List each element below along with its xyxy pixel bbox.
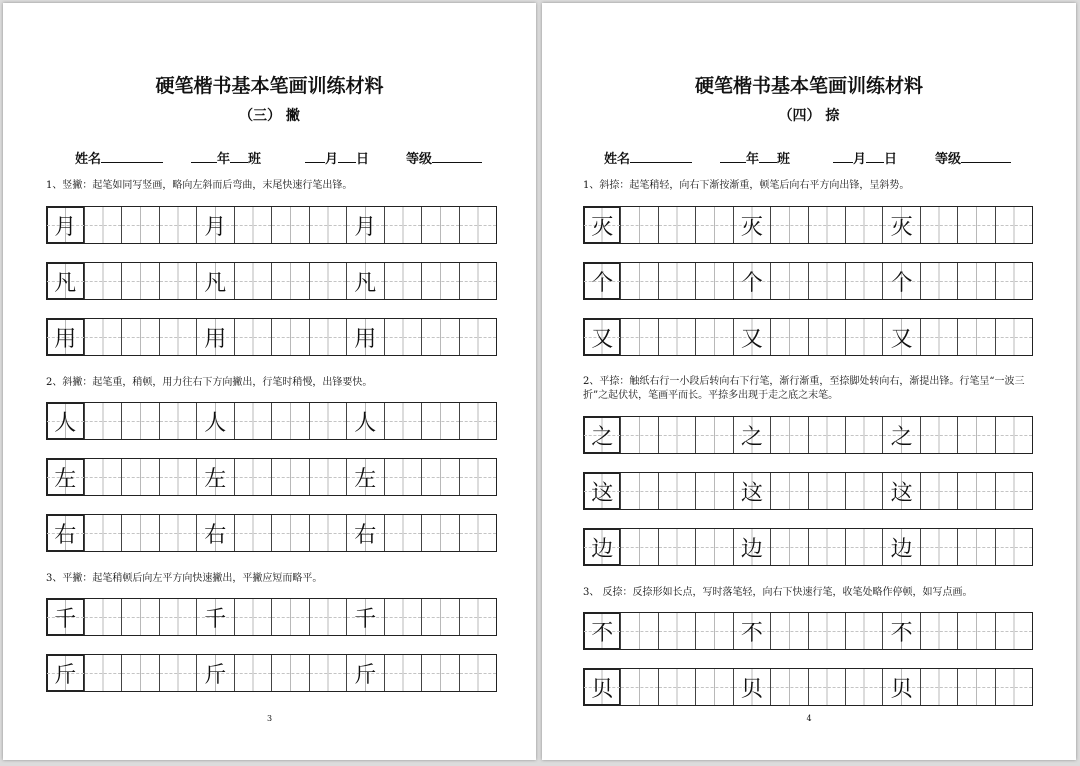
practice-cell[interactable]	[808, 473, 845, 509]
practice-cell[interactable]	[957, 669, 994, 705]
practice-cell[interactable]	[346, 403, 384, 439]
practice-cell[interactable]	[271, 403, 309, 439]
practice-cell[interactable]	[309, 207, 347, 243]
practice-cell[interactable]	[309, 515, 347, 551]
model-character: 贝	[740, 676, 763, 702]
practice-cell[interactable]	[584, 529, 620, 565]
practice-cell[interactable]	[47, 319, 84, 355]
practice-cell[interactable]	[47, 655, 84, 691]
practice-cell[interactable]	[421, 319, 459, 355]
practice-grid-row[interactable]	[46, 206, 497, 244]
practice-cell[interactable]	[421, 403, 459, 439]
practice-cell[interactable]	[47, 207, 84, 243]
practice-cell[interactable]	[84, 655, 122, 691]
practice-cell[interactable]	[995, 417, 1032, 453]
practice-cell[interactable]	[384, 263, 422, 299]
model-character: 之	[740, 424, 763, 450]
model-character: 凡	[204, 270, 227, 296]
model-character: 左	[354, 466, 377, 492]
practice-cell[interactable]	[271, 263, 309, 299]
practice-cell[interactable]	[920, 319, 957, 355]
instruction-1: 1、斜捺：起笔稍轻，向右下渐按渐重，顿笔后向右平方向出锋，呈斜势。	[583, 180, 910, 191]
practice-cell[interactable]	[882, 207, 919, 243]
practice-grid-row[interactable]	[46, 514, 497, 552]
instruction-2: 2、平捺：触纸右行一小段后转向右下行笔，渐行渐重，至捺脚处转向右，渐提出锋。行笔呈“一波三折”之起伏状，笔画平而长。平捺多出现于走之底之末笔。	[583, 376, 1025, 401]
practice-cell[interactable]	[159, 403, 197, 439]
practice-cell[interactable]	[770, 417, 807, 453]
practice-grid-row[interactable]	[583, 262, 1033, 300]
practice-cell[interactable]	[733, 319, 770, 355]
practice-grid-row[interactable]	[46, 598, 497, 636]
practice-cell[interactable]	[84, 515, 122, 551]
practice-cell[interactable]	[234, 599, 272, 635]
practice-cell[interactable]	[121, 207, 159, 243]
practice-cell[interactable]	[584, 613, 620, 649]
practice-cell[interactable]	[658, 529, 695, 565]
practice-cell[interactable]	[920, 417, 957, 453]
practice-cell[interactable]	[920, 207, 957, 243]
practice-grid-row[interactable]	[46, 262, 497, 300]
model-character: 右	[354, 522, 377, 548]
practice-cell[interactable]	[421, 655, 459, 691]
model-character: 边	[740, 536, 763, 562]
practice-cell[interactable]	[733, 669, 770, 705]
page-number: 4	[806, 714, 812, 723]
practice-cell[interactable]	[770, 473, 807, 509]
practice-cell[interactable]	[882, 669, 919, 705]
practice-cell[interactable]	[845, 669, 882, 705]
name-field: 姓名	[75, 148, 163, 167]
practice-cell[interactable]	[121, 263, 159, 299]
page-number: 3	[266, 714, 273, 723]
practice-cell[interactable]	[808, 263, 845, 299]
model-character: 凡	[54, 270, 77, 296]
practice-cell[interactable]	[234, 319, 272, 355]
practice-cell[interactable]	[84, 459, 122, 495]
practice-cell[interactable]	[770, 529, 807, 565]
practice-cell[interactable]	[159, 263, 197, 299]
practice-cell[interactable]	[882, 473, 919, 509]
practice-cell[interactable]	[84, 319, 122, 355]
practice-cell[interactable]	[882, 417, 919, 453]
practice-cell[interactable]	[196, 207, 234, 243]
model-character: 又	[591, 326, 614, 352]
practice-cell[interactable]	[459, 263, 497, 299]
practice-cell[interactable]	[271, 655, 309, 691]
practice-cell[interactable]	[234, 515, 272, 551]
practice-cell[interactable]	[620, 263, 657, 299]
practice-cell[interactable]	[995, 263, 1032, 299]
practice-cell[interactable]	[271, 599, 309, 635]
practice-cell[interactable]	[658, 613, 695, 649]
practice-cell[interactable]	[957, 263, 994, 299]
practice-cell[interactable]	[584, 473, 620, 509]
practice-cell[interactable]	[620, 207, 657, 243]
practice-cell[interactable]	[346, 599, 384, 635]
model-character: 灭	[591, 214, 614, 240]
practice-cell[interactable]	[733, 207, 770, 243]
model-character: 用	[54, 326, 77, 352]
model-character: 这	[591, 480, 614, 506]
practice-cell[interactable]	[309, 599, 347, 635]
model-character: 之	[890, 424, 913, 450]
practice-cell[interactable]	[733, 473, 770, 509]
practice-cell[interactable]	[459, 459, 497, 495]
page-title: 硬笔楷书基本笔画训练材料	[694, 75, 923, 97]
practice-cell[interactable]	[733, 613, 770, 649]
practice-cell[interactable]	[584, 207, 620, 243]
worksheet-page-left	[3, 3, 536, 760]
worksheet-page-right	[542, 3, 1076, 760]
year-class-field: 年 班	[720, 148, 790, 167]
practice-cell[interactable]	[957, 529, 994, 565]
practice-cell[interactable]	[459, 655, 497, 691]
model-character: 不	[890, 620, 913, 646]
practice-cell[interactable]	[920, 263, 957, 299]
practice-cell[interactable]	[995, 319, 1032, 355]
practice-cell[interactable]	[658, 319, 695, 355]
practice-cell[interactable]	[882, 613, 919, 649]
practice-cell[interactable]	[995, 473, 1032, 509]
practice-cell[interactable]	[84, 263, 122, 299]
practice-cell[interactable]	[957, 207, 994, 243]
practice-cell[interactable]	[770, 319, 807, 355]
practice-grid-row[interactable]	[583, 318, 1033, 356]
practice-cell[interactable]	[733, 529, 770, 565]
model-character: 月	[204, 214, 227, 240]
practice-cell[interactable]	[995, 669, 1032, 705]
practice-cell[interactable]	[882, 263, 919, 299]
practice-cell[interactable]	[995, 529, 1032, 565]
practice-cell[interactable]	[121, 403, 159, 439]
practice-cell[interactable]	[346, 655, 384, 691]
practice-cell[interactable]	[845, 613, 882, 649]
practice-cell[interactable]	[421, 515, 459, 551]
practice-cell[interactable]	[159, 459, 197, 495]
model-character: 千	[354, 606, 377, 632]
practice-cell[interactable]	[808, 529, 845, 565]
practice-cell[interactable]	[920, 529, 957, 565]
practice-cell[interactable]	[421, 459, 459, 495]
practice-cell[interactable]	[695, 529, 732, 565]
model-character: 人	[204, 410, 227, 436]
practice-cell[interactable]	[695, 669, 732, 705]
practice-grid-row[interactable]	[583, 206, 1033, 244]
practice-cell[interactable]	[695, 473, 732, 509]
practice-grid-row[interactable]	[46, 458, 497, 496]
model-character: 这	[740, 480, 763, 506]
practice-cell[interactable]	[384, 599, 422, 635]
practice-cell[interactable]	[695, 319, 732, 355]
practice-cell[interactable]	[620, 529, 657, 565]
practice-grid-row[interactable]	[583, 668, 1033, 706]
model-character: 个	[890, 270, 913, 296]
model-character: 不	[740, 620, 763, 646]
practice-cell[interactable]	[845, 417, 882, 453]
practice-cell[interactable]	[159, 655, 197, 691]
practice-cell[interactable]	[309, 459, 347, 495]
practice-cell[interactable]	[957, 319, 994, 355]
model-character: 千	[54, 606, 77, 632]
practice-cell[interactable]	[995, 207, 1032, 243]
model-character: 个	[740, 270, 763, 296]
practice-cell[interactable]	[159, 599, 197, 635]
model-character: 边	[890, 536, 913, 562]
practice-cell[interactable]	[733, 263, 770, 299]
model-character: 左	[204, 466, 227, 492]
practice-cell[interactable]	[384, 459, 422, 495]
practice-cell[interactable]	[121, 319, 159, 355]
practice-cell[interactable]	[421, 599, 459, 635]
model-character: 斤	[354, 662, 377, 688]
instruction-1: 1、竖撇：起笔如同写竖画，略向左斜而后弯曲，末尾快速行笔出锋。	[46, 180, 353, 191]
page-subtitle: （四） 捺	[778, 108, 840, 124]
practice-cell[interactable]	[920, 473, 957, 509]
practice-cell[interactable]	[271, 319, 309, 355]
practice-cell[interactable]	[695, 207, 732, 243]
practice-grid-row[interactable]	[583, 612, 1033, 650]
practice-cell[interactable]	[658, 669, 695, 705]
practice-cell[interactable]	[159, 319, 197, 355]
practice-cell[interactable]	[770, 613, 807, 649]
practice-grid-row[interactable]	[583, 416, 1033, 454]
model-character: 贝	[591, 676, 614, 702]
practice-cell[interactable]	[384, 207, 422, 243]
practice-cell[interactable]	[384, 319, 422, 355]
practice-cell[interactable]	[47, 459, 84, 495]
practice-cell[interactable]	[620, 613, 657, 649]
date-field: 月 日	[305, 148, 369, 167]
model-character: 千	[204, 606, 227, 632]
practice-cell[interactable]	[459, 319, 497, 355]
practice-cell[interactable]	[121, 459, 159, 495]
practice-cell[interactable]	[346, 319, 384, 355]
practice-cell[interactable]	[121, 599, 159, 635]
practice-grid-row[interactable]	[46, 402, 497, 440]
practice-cell[interactable]	[196, 459, 234, 495]
model-character: 贝	[890, 676, 913, 702]
practice-cell[interactable]	[346, 263, 384, 299]
practice-cell[interactable]	[584, 669, 620, 705]
practice-cell[interactable]	[47, 515, 84, 551]
practice-grid-row[interactable]	[583, 528, 1033, 566]
practice-cell[interactable]	[845, 263, 882, 299]
practice-cell[interactable]	[957, 473, 994, 509]
practice-cell[interactable]	[196, 263, 234, 299]
practice-cell[interactable]	[84, 207, 122, 243]
practice-cell[interactable]	[770, 669, 807, 705]
practice-cell[interactable]	[845, 319, 882, 355]
practice-cell[interactable]	[620, 473, 657, 509]
practice-grid-row[interactable]	[583, 472, 1033, 510]
practice-cell[interactable]	[845, 473, 882, 509]
practice-cell[interactable]	[196, 319, 234, 355]
practice-cell[interactable]	[84, 599, 122, 635]
model-character: 边	[591, 536, 614, 562]
practice-cell[interactable]	[421, 263, 459, 299]
practice-cell[interactable]	[695, 263, 732, 299]
practice-cell[interactable]	[808, 669, 845, 705]
model-character: 右	[54, 522, 77, 548]
instruction-3: 3、平撇：起笔稍顿后向左平方向快速撇出，平撇应短而略平。	[46, 573, 323, 584]
practice-cell[interactable]	[384, 655, 422, 691]
model-character: 左	[54, 466, 77, 492]
practice-cell[interactable]	[845, 529, 882, 565]
practice-cell[interactable]	[920, 669, 957, 705]
year-class-field: 年 班	[191, 148, 261, 167]
practice-cell[interactable]	[882, 319, 919, 355]
practice-cell[interactable]	[584, 263, 620, 299]
practice-cell[interactable]	[47, 599, 84, 635]
practice-cell[interactable]	[584, 319, 620, 355]
model-character: 个	[591, 270, 614, 296]
practice-cell[interactable]	[196, 655, 234, 691]
practice-cell[interactable]	[271, 459, 309, 495]
practice-cell[interactable]	[808, 207, 845, 243]
practice-cell[interactable]	[47, 403, 84, 439]
grade-field: 等级	[406, 148, 482, 167]
instruction-2: 2、斜撇：起笔重，稍顿，用力往右下方向撇出，行笔时稍慢，出锋要快。	[46, 377, 373, 388]
practice-cell[interactable]	[808, 417, 845, 453]
practice-cell[interactable]	[995, 613, 1032, 649]
practice-grid-row[interactable]	[46, 318, 497, 356]
practice-cell[interactable]	[695, 613, 732, 649]
practice-cell[interactable]	[584, 417, 620, 453]
practice-cell[interactable]	[882, 529, 919, 565]
practice-cell[interactable]	[47, 263, 84, 299]
practice-cell[interactable]	[234, 655, 272, 691]
practice-cell[interactable]	[658, 263, 695, 299]
model-character: 月	[354, 214, 377, 240]
model-character: 灭	[890, 214, 913, 240]
practice-cell[interactable]	[346, 459, 384, 495]
practice-cell[interactable]	[620, 319, 657, 355]
model-character: 不	[591, 620, 614, 646]
instruction-3: 3、 反捺：反捺形如长点，写时落笔轻，向右下快速行笔，收笔处略作停顿，如写点画。	[583, 587, 973, 598]
practice-cell[interactable]	[309, 263, 347, 299]
name-field: 姓名	[604, 148, 692, 167]
model-character: 右	[204, 522, 227, 548]
page-title: 硬笔楷书基本笔画训练材料	[155, 75, 384, 97]
practice-cell[interactable]	[384, 403, 422, 439]
practice-cell[interactable]	[159, 515, 197, 551]
practice-cell[interactable]	[459, 403, 497, 439]
practice-cell[interactable]	[346, 207, 384, 243]
practice-cell[interactable]	[196, 599, 234, 635]
practice-cell[interactable]	[234, 403, 272, 439]
practice-cell[interactable]	[421, 207, 459, 243]
practice-cell[interactable]	[658, 207, 695, 243]
practice-cell[interactable]	[920, 613, 957, 649]
practice-cell[interactable]	[234, 263, 272, 299]
practice-cell[interactable]	[845, 207, 882, 243]
date-field: 月 日	[833, 148, 897, 167]
practice-cell[interactable]	[84, 403, 122, 439]
model-character: 斤	[54, 662, 77, 688]
practice-cell[interactable]	[309, 403, 347, 439]
practice-cell[interactable]	[271, 515, 309, 551]
model-character: 这	[890, 480, 913, 506]
practice-cell[interactable]	[808, 613, 845, 649]
practice-cell[interactable]	[808, 319, 845, 355]
practice-cell[interactable]	[733, 417, 770, 453]
model-character: 用	[354, 326, 377, 352]
practice-cell[interactable]	[159, 207, 197, 243]
model-character: 人	[54, 410, 77, 436]
practice-cell[interactable]	[695, 417, 732, 453]
page-subtitle: （三） 撇	[239, 108, 300, 124]
practice-cell[interactable]	[770, 207, 807, 243]
practice-cell[interactable]	[121, 515, 159, 551]
model-character: 又	[890, 326, 913, 352]
practice-cell[interactable]	[271, 207, 309, 243]
model-character: 又	[740, 326, 763, 352]
practice-cell[interactable]	[459, 515, 497, 551]
practice-cell[interactable]	[346, 515, 384, 551]
model-character: 灭	[740, 214, 763, 240]
practice-cell[interactable]	[658, 473, 695, 509]
practice-cell[interactable]	[234, 459, 272, 495]
practice-cell[interactable]	[957, 613, 994, 649]
practice-cell[interactable]	[309, 655, 347, 691]
practice-cell[interactable]	[658, 417, 695, 453]
grade-field: 等级	[935, 148, 1011, 167]
practice-cell[interactable]	[957, 417, 994, 453]
practice-cell[interactable]	[121, 655, 159, 691]
practice-cell[interactable]	[196, 515, 234, 551]
practice-cell[interactable]	[309, 319, 347, 355]
practice-cell[interactable]	[770, 263, 807, 299]
model-character: 用	[204, 326, 227, 352]
practice-cell[interactable]	[459, 207, 497, 243]
model-character: 之	[591, 424, 614, 450]
practice-cell[interactable]	[234, 207, 272, 243]
practice-cell[interactable]	[196, 403, 234, 439]
model-character: 月	[54, 214, 77, 240]
model-character: 凡	[354, 270, 377, 296]
practice-cell[interactable]	[620, 417, 657, 453]
practice-grid-row[interactable]	[46, 654, 497, 692]
model-character: 人	[354, 410, 377, 436]
practice-cell[interactable]	[620, 669, 657, 705]
practice-cell[interactable]	[384, 515, 422, 551]
practice-cell[interactable]	[459, 599, 497, 635]
model-character: 斤	[204, 662, 227, 688]
